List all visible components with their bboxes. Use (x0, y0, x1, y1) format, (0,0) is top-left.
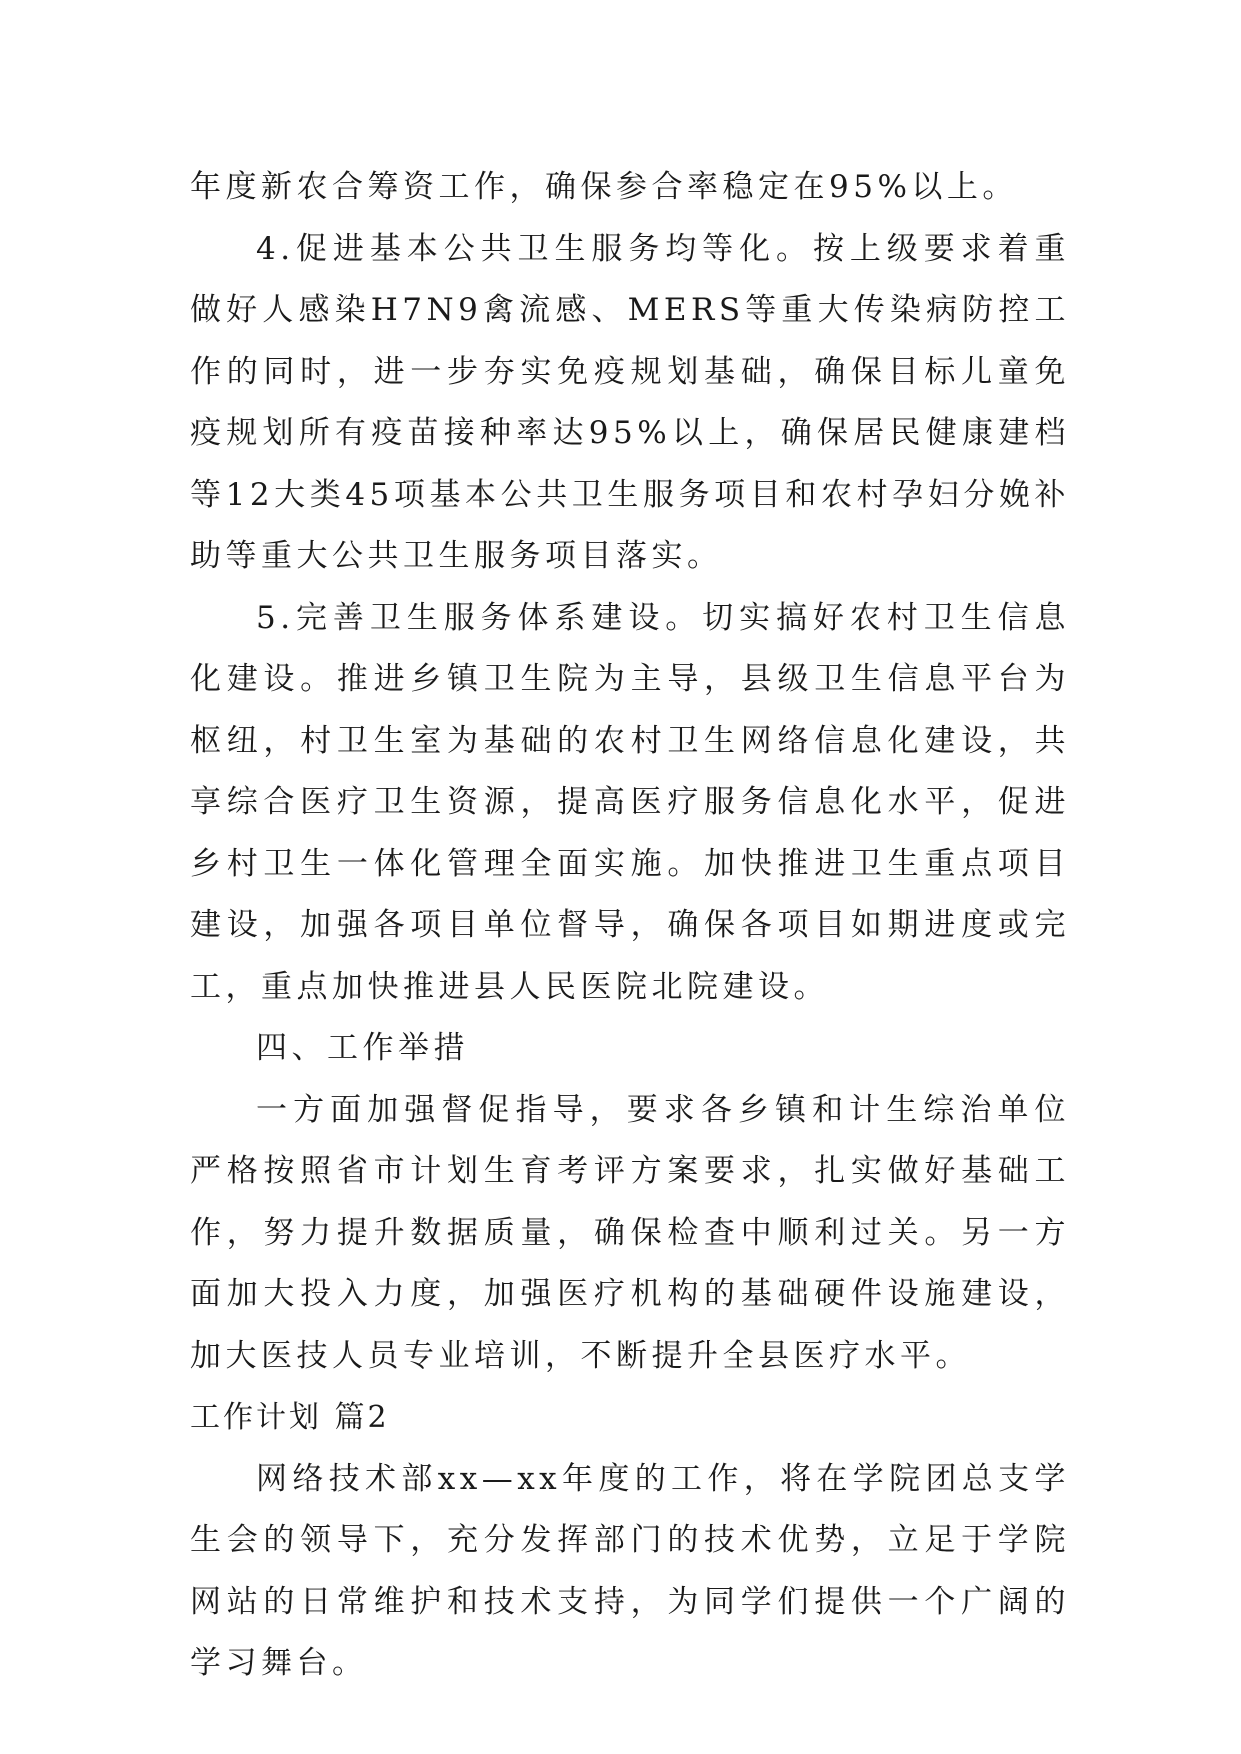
section-heading: 四、工作举措 (256, 1030, 469, 1066)
document-body (190, 157, 1070, 1695)
section-paragraph: 一方面加强督促指导，要求各乡镇和计生综治单位严格按照省市计划生育考评方案要求，扎实做好基础工作，努力提升数据质量，确保检查中顺利过关。另一方面加大投入力度，加强医疗机构的基础硬件设施建设，加大医技人员专业培训，不断提升全县医疗水平。 (190, 1091, 1070, 1374)
article-paragraph: 网络技术部xx—xx年度的工作，将在学院团总支学生会的领导下，充分发挥部门的技术优势，立足于学院网站的日常维护和技术支持，为同学们提供一个广阔的学习舞台。 (190, 1460, 1070, 1681)
article-heading: 工作计划 篇2 (190, 1400, 390, 1435)
paragraph-continuation: 年度新农合筹资工作，确保参合率稳定在95%以上。 (190, 169, 1018, 205)
paragraph-item-5: 5.完善卫生服务体系建设。切实搞好农村卫生信息化建设。推进乡镇卫生院为主导，县级卫生信息平台为枢纽，村卫生室为基础的农村卫生网络信息化建设，共享综合医疗卫生资源，提高医疗服务信息化水平，促进乡村卫生一体化管理全面实施。加快推进卫生重点项目建设，加强各项目单位督导，确保各项目如期进度或完工，重点加快推进县人民医院北院建设。 (190, 599, 1070, 1005)
paragraph-item-4: 4.促进基本公共卫生服务均等化。按上级要求着重做好人感染H7N9禽流感、MERS等重大传染病防控工作的同时，进一步夯实免疫规划基础，确保目标儿童免疫规划所有疫苗接种率达95%以上，确保居民健康建档等12大类45项基本公共卫生服务项目和农村孕妇分娩补助等重大公共卫生服务项目落实。 (190, 230, 1070, 574)
